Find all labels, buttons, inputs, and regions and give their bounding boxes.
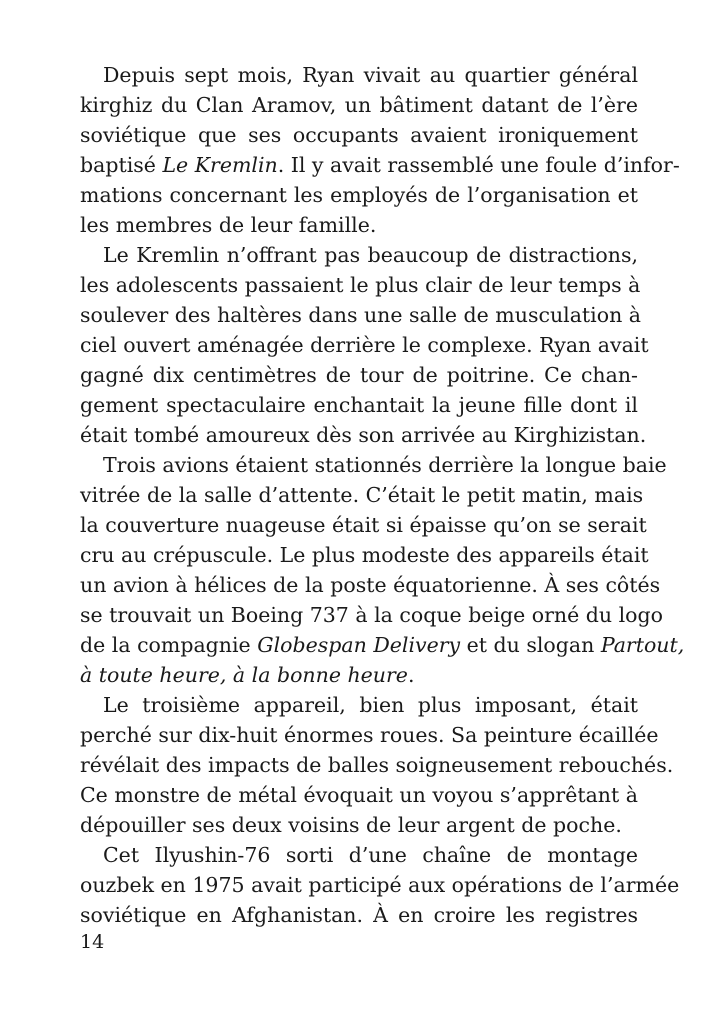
- text-line: Le Kremlin n’offrant pas beaucoup de distractions,: [103, 243, 638, 267]
- text-line: ouzbek en 1975 avait participé aux opérations de l’armée: [80, 873, 680, 897]
- text-line: gement spectaculaire enchantait la jeune fille dont il: [80, 393, 638, 417]
- text-line: ciel ouvert aménagée derrière le complexe. Ryan avait: [80, 333, 649, 357]
- text-line: mations concernant les employés de l’organisation et: [80, 183, 638, 207]
- text-line: soviétique que ses occupants avaient ironiquement: [80, 123, 638, 147]
- text-line: Depuis sept mois, Ryan vivait au quartier général: [103, 63, 638, 87]
- text-line: était tombé amoureux dès son arrivée au Kirghizistan.: [80, 423, 647, 447]
- text-line: vitrée de la salle d’attente. C’était le petit matin, mais: [80, 483, 644, 507]
- text-line: Cet Ilyushin-76 sorti d’une chaîne de montage: [103, 843, 638, 867]
- text-line: la couverture nuageuse était si épaisse qu’on se serait: [80, 513, 647, 537]
- text-line: les adolescents passaient le plus clair de leur temps à: [80, 273, 641, 297]
- text-line: à toute heure, à la bonne heure.: [80, 663, 415, 687]
- text-line: Trois avions étaient stationnés derrière la longue baie: [103, 453, 667, 477]
- text-line: soulever des haltères dans une salle de musculation à: [80, 303, 642, 327]
- text-line: perché sur dix-huit énormes roues. Sa peinture écaillée: [80, 723, 659, 747]
- text-line: de la compagnie Globespan Delivery et du slogan Partout,: [80, 633, 685, 657]
- text-line: révélait des impacts de balles soigneusement rebouchés.: [80, 753, 674, 777]
- text-line: Ce monstre de métal évoquait un voyou s’apprêtant à: [80, 783, 638, 807]
- text-line: un avion à hélices de la poste équatorienne. À ses côtés: [80, 573, 661, 597]
- text-line: Le troisième appareil, bien plus imposant, était: [103, 693, 638, 717]
- text-line: kirghiz du Clan Aramov, un bâtiment datant de l’ère: [80, 93, 638, 117]
- page-number: 14: [80, 931, 105, 953]
- text-line: cru au crépuscule. Le plus modeste des appareils était: [80, 543, 649, 567]
- text-line: dépouiller ses deux voisins de leur argent de poche.: [80, 813, 622, 837]
- text-line: baptisé Le Kremlin. Il y avait rassemblé une foule d’infor-: [80, 153, 680, 177]
- text-line: soviétique en Afghanistan. À en croire les registres: [80, 903, 638, 927]
- text-line: se trouvait un Boeing 737 à la coque beige orné du logo: [80, 603, 663, 627]
- text-line: gagné dix centimètres de tour de poitrine. Ce chan-: [80, 363, 638, 387]
- page-body-text: [80, 60, 685, 930]
- text-line: les membres de leur famille.: [80, 213, 377, 237]
